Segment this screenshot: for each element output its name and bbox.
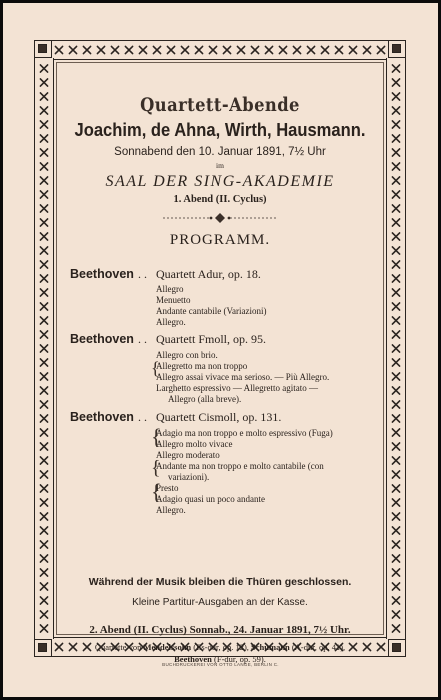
movement: Andante cantabile (Variazioni) — [156, 306, 267, 316]
composer-name: Beethoven — [70, 332, 134, 346]
x-ornament — [392, 275, 399, 282]
x-ornament — [55, 46, 62, 53]
x-ornament — [40, 541, 47, 548]
x-ornament — [40, 569, 47, 576]
movement: Allegro. — [156, 317, 186, 327]
x-ornament — [392, 65, 399, 72]
x-ornament — [392, 527, 399, 534]
x-ornament — [392, 247, 399, 254]
composer-name: Beethoven — [174, 654, 212, 664]
movement: Allegro con brio. — [156, 350, 218, 360]
x-ornament — [237, 46, 244, 53]
x-ornament — [40, 107, 47, 114]
x-ornament — [40, 583, 47, 590]
x-ornament — [97, 46, 104, 53]
x-ornament — [139, 46, 146, 53]
next-concert: 2. Abend (II. Cyclus) Sonnab., 24. Januar 1891, 7½ Uhr. — [89, 624, 351, 636]
text-run: Quartette von — [94, 642, 144, 652]
score-notice: Kleine Partitur-Ausgaben an der Kasse. — [132, 597, 308, 608]
concert-title: Quartett-Abende — [140, 94, 300, 116]
movement: Larghetto espressivo — Allegretto agitato — — [156, 383, 319, 393]
x-ornament — [392, 191, 399, 198]
leader-dots: . . — [138, 410, 147, 424]
corner-ornament — [34, 40, 52, 58]
concert-date: Sonnabend den 10. Januar 1891, 7½ Uhr — [114, 146, 326, 158]
x-ornament — [40, 555, 47, 562]
x-ornament — [40, 485, 47, 492]
x-ornament — [392, 135, 399, 142]
ornament-divider — [56, 211, 384, 223]
x-ornament — [40, 79, 47, 86]
corner-ornament — [388, 639, 406, 657]
movement: Allegretto ma non troppo — [156, 361, 248, 371]
x-ornament — [392, 541, 399, 548]
performers: Joachim, de Ahna, Wirth, Hausmann. — [74, 120, 366, 140]
x-ornament — [392, 177, 399, 184]
x-ornament — [40, 247, 47, 254]
doors-notice: Während der Musik bleiben die Thüren geschlossen. — [88, 576, 352, 588]
movement: Presto — [156, 483, 179, 493]
printer-imprint: BUCHDRUCKEREI VON OTTO LANGE, BERLIN C. — [162, 662, 279, 667]
x-ornament — [40, 205, 47, 212]
border-top — [52, 40, 388, 60]
x-ornament — [40, 429, 47, 436]
piece-title: Quartett Adur, op. 18. — [156, 267, 261, 281]
composer-name: Schumann — [251, 642, 290, 652]
x-ornament — [40, 261, 47, 268]
corner-ornament — [388, 40, 406, 58]
border-left — [34, 58, 54, 639]
x-ornament — [40, 191, 47, 198]
x-ornament — [392, 597, 399, 604]
x-ornament — [40, 415, 47, 422]
x-ornament — [40, 233, 47, 240]
x-ornament — [40, 65, 47, 72]
x-ornament — [392, 611, 399, 618]
movement: variazioni). — [168, 472, 210, 482]
x-ornament — [40, 611, 47, 618]
x-ornament — [392, 443, 399, 450]
movement: Allegro (alla breve). — [168, 394, 242, 404]
composer-name: Beethoven — [70, 410, 134, 424]
x-ornament — [40, 625, 47, 632]
movement: Allegro moderato — [156, 450, 220, 460]
x-ornament — [40, 289, 47, 296]
x-ornament — [40, 93, 47, 100]
x-ornament — [392, 107, 399, 114]
composer-name: Beethoven — [70, 267, 134, 281]
x-ornament — [392, 429, 399, 436]
x-ornament — [392, 149, 399, 156]
movement: Menuetto — [156, 295, 191, 305]
text-run: (F-dur, op. 59). — [211, 654, 266, 664]
x-ornament — [251, 46, 258, 53]
x-ornament — [195, 46, 202, 53]
evening-number: 1. Abend (II. Cyclus) — [173, 194, 267, 205]
x-ornament — [40, 471, 47, 478]
x-ornament — [392, 359, 399, 366]
x-ornament — [40, 597, 47, 604]
piece-title: Quartett Cismoll, op. 131. — [156, 410, 282, 424]
movement: Allegro assai vivace ma serioso. — Più Allegro. — [156, 372, 330, 382]
x-ornament — [392, 303, 399, 310]
x-ornament — [40, 121, 47, 128]
x-ornament — [392, 219, 399, 226]
x-ornament — [392, 471, 399, 478]
x-ornament — [40, 275, 47, 282]
movement: Adagio ma non troppo e molto espressivo (Fuga) — [156, 428, 333, 438]
x-ornament — [392, 121, 399, 128]
brace-icon: { — [151, 479, 162, 504]
x-ornament — [377, 46, 384, 53]
x-ornament — [40, 345, 47, 352]
brace-icon: { — [151, 358, 160, 378]
x-ornament — [125, 46, 132, 53]
movement: Allegro — [156, 284, 184, 294]
venue: SAAL DER SING-AKADEMIE — [105, 173, 335, 190]
x-ornament — [111, 46, 118, 53]
x-ornament — [392, 233, 399, 240]
x-ornament — [40, 527, 47, 534]
x-ornament — [392, 331, 399, 338]
x-ornament — [40, 373, 47, 380]
x-ornament — [335, 46, 342, 53]
x-ornament — [392, 583, 399, 590]
x-ornament — [40, 303, 47, 310]
x-ornament — [392, 93, 399, 100]
movement: Adagio quasi un poco andante — [156, 494, 265, 504]
x-ornament — [392, 555, 399, 562]
x-ornament — [40, 219, 47, 226]
x-ornament — [293, 46, 300, 53]
x-ornament — [307, 46, 314, 53]
x-ornament — [40, 331, 47, 338]
x-ornament — [392, 289, 399, 296]
x-ornament — [209, 46, 216, 53]
program-content — [56, 62, 384, 664]
x-ornament — [279, 46, 286, 53]
x-ornament — [392, 499, 399, 506]
x-ornament — [392, 569, 399, 576]
x-ornament — [40, 401, 47, 408]
movement: Allegro molto vivace — [156, 439, 233, 449]
x-ornament — [392, 163, 399, 170]
composer-name: Mendelssohn — [143, 642, 192, 652]
brace-icon: { — [151, 457, 161, 479]
x-ornament — [392, 345, 399, 352]
x-ornament — [40, 149, 47, 156]
border-right — [386, 58, 406, 639]
x-ornament — [83, 46, 90, 53]
x-ornament — [392, 457, 399, 464]
x-ornament — [392, 261, 399, 268]
x-ornament — [392, 485, 399, 492]
x-ornament — [40, 163, 47, 170]
x-ornament — [392, 373, 399, 380]
x-ornament — [321, 46, 328, 53]
text-run: (A-dur, op. 41), — [289, 642, 346, 652]
x-ornament — [363, 46, 370, 53]
x-ornament — [349, 46, 356, 53]
x-ornament — [40, 513, 47, 520]
x-ornament — [69, 46, 76, 53]
corner-ornament — [34, 639, 52, 657]
text-run: (Es-dur, op. 12), — [191, 642, 252, 652]
x-ornament — [223, 46, 230, 53]
x-ornament — [40, 443, 47, 450]
im-word: im — [216, 161, 224, 170]
x-ornament — [181, 46, 188, 53]
brace-icon: { — [151, 424, 162, 449]
x-ornament — [392, 387, 399, 394]
x-ornament — [392, 79, 399, 86]
movement: Allegro. — [156, 505, 186, 515]
x-ornament — [40, 317, 47, 324]
x-ornament — [153, 46, 160, 53]
x-ornament — [40, 387, 47, 394]
leader-dots: . . — [138, 267, 147, 281]
leader-dots: . . — [138, 332, 147, 346]
x-ornament — [265, 46, 272, 53]
x-ornament — [40, 177, 47, 184]
x-ornament — [40, 135, 47, 142]
x-ornament — [392, 205, 399, 212]
programm-heading: PROGRAMM. — [169, 232, 271, 248]
piece-title: Quartett Fmoll, op. 95. — [156, 332, 266, 346]
x-ornament — [392, 317, 399, 324]
x-ornament — [392, 513, 399, 520]
movement: Andante ma non troppo e molto cantabile (con — [156, 461, 324, 471]
x-ornament — [392, 401, 399, 408]
x-ornament — [40, 457, 47, 464]
x-ornament — [167, 46, 174, 53]
x-ornament — [392, 415, 399, 422]
x-ornament — [40, 359, 47, 366]
next-program-line-1 — [56, 642, 384, 652]
x-ornament — [40, 499, 47, 506]
x-ornament — [392, 625, 399, 632]
